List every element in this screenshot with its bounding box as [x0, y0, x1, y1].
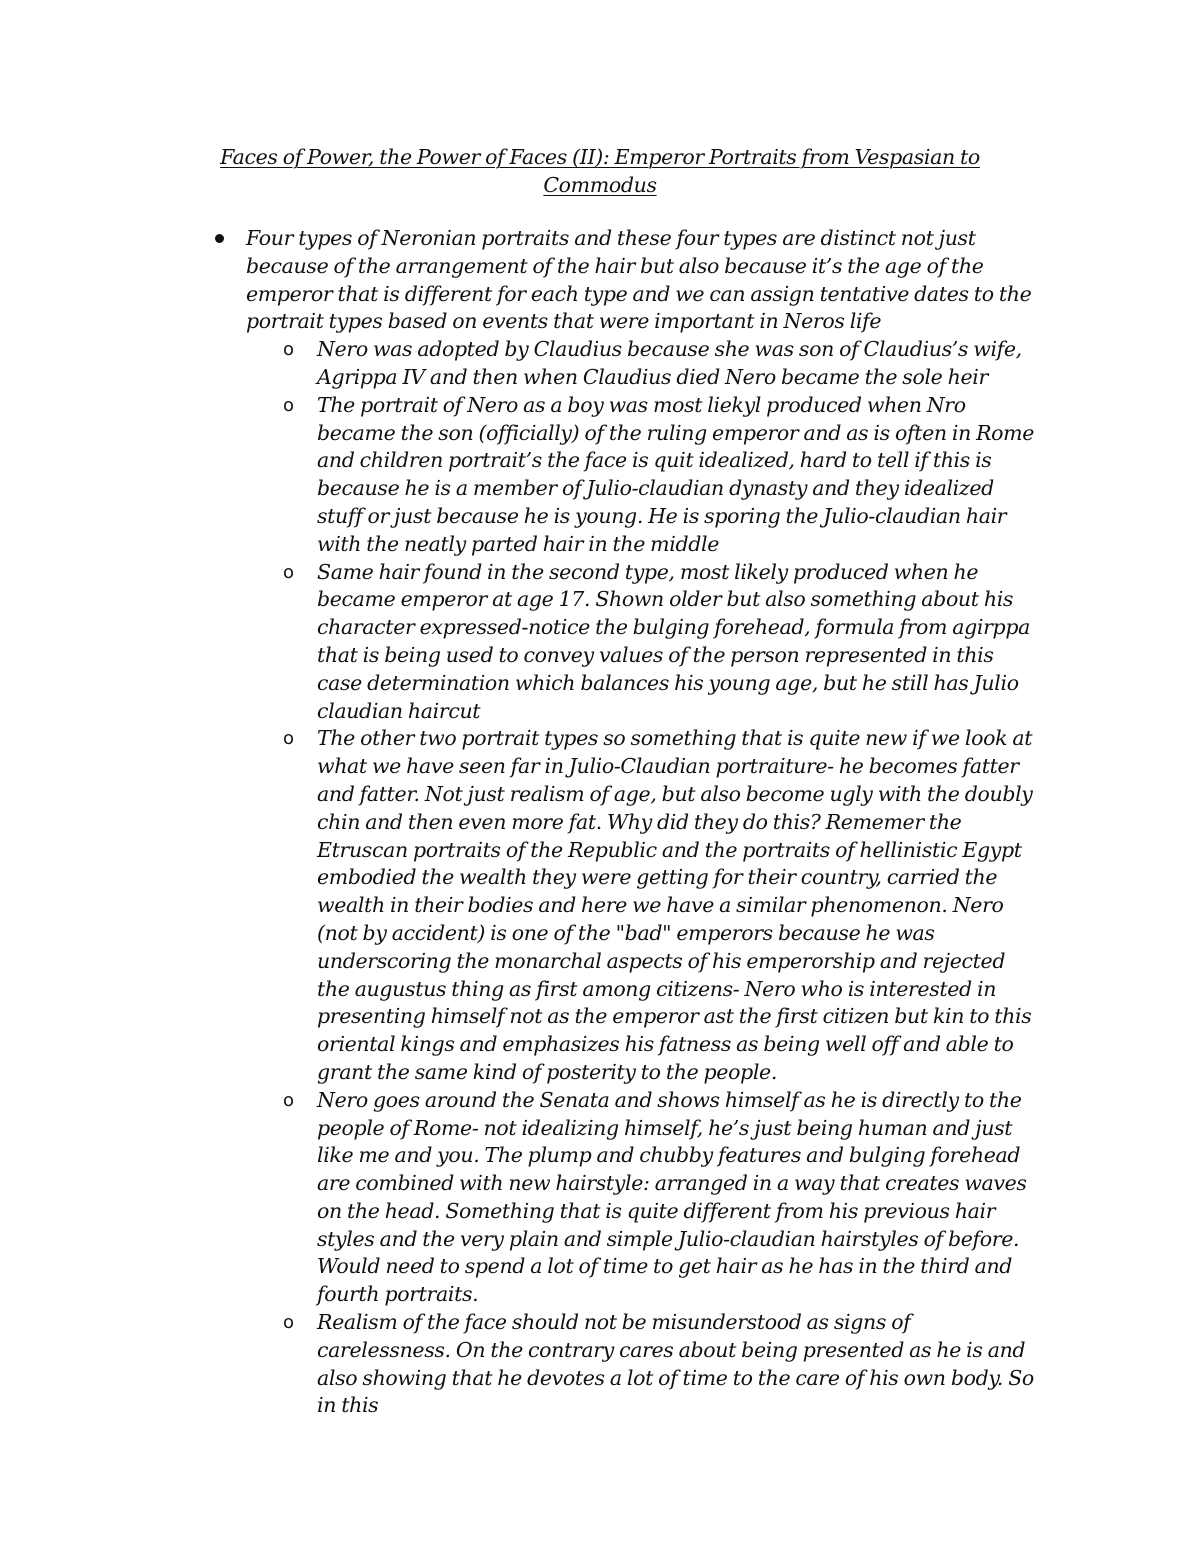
sub-bullet-circle-icon: o [283, 561, 294, 583]
sub-bullet-item [283, 725, 1036, 1086]
sub-bullet-text: The other two portrait types so something that is quite new if we look at what we have seen far in Julio-Claudian portraiture- he becomes fatter and fatter. Not just realism of age, but also become ugly with the doubly chin and then even more fat. Why did they do this? Rememer the Etruscan portraits of the Republic and the portraits of hellinistic Egypt embodied the wealth they were getting for their country, carried the wealth in their bodies and here we have a similar phenomenon. Nero (not by accident) is one of the "bad" emperors because he was underscoring the monarchal aspects of his emperorship and rejected the augustus thing as first among citizens- Nero who is interested in presenting himself not as the emperor ast the first citizen but kin to this oriental kings and emphasizes his fatness as being well off and able to grant the same kind of posterity to the people. [317, 726, 1033, 1084]
sub-bullet-circle-icon: o [283, 339, 294, 361]
bullet-list [246, 225, 1036, 1420]
sub-bullet-text: Realism of the face should not be misunderstood as signs of carelessness. On the contrary cares about being presented as he is and also showing that he devotes a lot of time to the care of his own body. So in this [317, 1310, 1034, 1418]
sub-bullet-item [283, 392, 1036, 559]
sub-bullet-item [283, 1087, 1036, 1309]
sub-bullet-text: Same hair found in the second type, most likely produced when he became emperor at age 17. Shown older but also something about his character expressed-notice the bulging forehead, formula from agirppa that is being used to convey values of the person represented in this case determination which balances his young age, but he still has Julio claudian haircut [317, 559, 1030, 723]
sub-bullet-circle-icon: o [283, 394, 294, 416]
bullet-item [246, 225, 1036, 1420]
sub-bullet-list [246, 336, 1036, 1420]
sub-bullet-item [283, 1309, 1036, 1420]
document-title [150, 144, 1050, 200]
sub-bullet-text: Nero was adopted by Claudius because she was son of Claudius’s wife, Agrippa IV and then when Claudius died Nero became the sole heir [317, 337, 1022, 389]
bullet-text: Four types of Neronian portraits and these four types are distinct not just because of the arrangement of the hair but also because it’s the age of the emperor that is different for each type and we can assign tentative dates to the portrait types based on events that were important in Neros life [246, 226, 1032, 334]
sub-bullet-circle-icon: o [283, 728, 294, 750]
sub-bullet-text: Nero goes around the Senata and shows himself as he is directly to the people of Rome- not idealizing himself, he’s just being human and just like me and you. The plump and chubby features and bulging forehead are combined with new hairstyle: arranged in a way that creates waves on the head. Something that is quite different from his previous hair styles and the very plain and simple Julio-claudian hairstyles of before. Would need to spend a lot of time to get hair as he has in the third and fourth portraits. [317, 1087, 1027, 1307]
sub-bullet-item [283, 559, 1036, 726]
sub-bullet-circle-icon: o [283, 1312, 294, 1334]
sub-bullet-circle-icon: o [283, 1089, 294, 1111]
title-line-1: Faces of Power, the Power of Faces (II): Emperor Portraits from Vespasian to [220, 145, 980, 169]
sub-bullet-item [283, 336, 1036, 392]
sub-bullet-text: The portrait of Nero as a boy was most liekyl produced when Nro became the son (officially) of the ruling emperor and as is often in Rome and children portrait’s the face is quit idealized, hard to tell if this is because he is a member of Julio-claudian dynasty and they idealized stuff or just because he is young. He is sporing the Julio-claudian hair with the neatly parted hair in the middle [317, 392, 1035, 556]
title-line-2: Commodus [543, 172, 657, 197]
bullet-disc-icon [215, 234, 224, 243]
